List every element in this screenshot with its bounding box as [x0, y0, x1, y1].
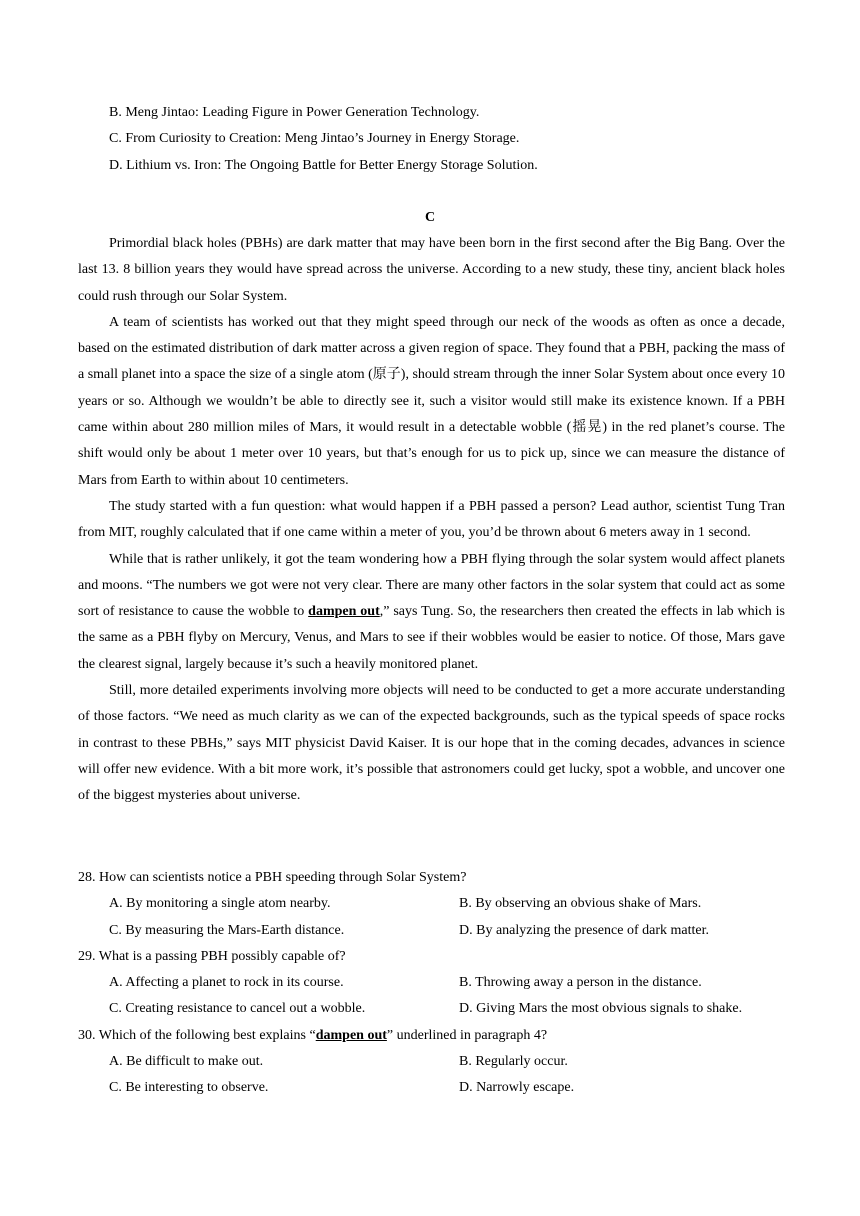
- option-a: A. Affecting a planet to rock in its course.: [109, 975, 344, 991]
- paragraph-3: The study started with a fun question: what would happen if a PBH passed a person? Lead author, scientist Tung Tran from MIT, roughly calculated that if one came within a meter of you, you’d be thrown about 6 meters away in 1 second.: [78, 498, 785, 541]
- option-row: [78, 918, 785, 944]
- question-28: [78, 865, 785, 944]
- paragraph-4-text-before: While that is rather unlikely, it got the team wondering how a PBH flying through the solar system would affect planets and moons. “The numbers we got were not very clear. There are many other factors in the solar system that could act as some sort of resistance to cause the wobble to: [78, 551, 785, 620]
- option-row: [78, 970, 785, 996]
- paragraph-5: Still, more detailed experiments involving more objects will need to be conducted to get a more accurate understanding of those factors. “We need as much clarity as we can of the expected backgrounds, such as the typical speeds of space rocks in contrast to these PBHs,” says MIT physicist David Kaiser. It is our hope that in the coming decades, advances in science will offer new evidence. With a bit more work, it’s possible that astronomers could get lucky, spot a wobble, and uncover one of the biggest mysteries about universe.: [78, 683, 785, 804]
- option-row: [78, 1075, 785, 1101]
- option-c: C. Be interesting to observe.: [109, 1080, 269, 1096]
- option-b: B. Throwing away a person in the distance.: [459, 975, 702, 991]
- option-row: [78, 891, 785, 917]
- option-c: C. From Curiosity to Creation: Meng Jintao’s Journey in Energy Storage.: [109, 131, 520, 147]
- reading-passage: [78, 231, 785, 810]
- underlined-phrase: dampen out: [315, 1027, 387, 1043]
- option-c: C. Creating resistance to cancel out a wobble.: [109, 1001, 366, 1017]
- paragraph-4: [78, 547, 785, 678]
- paragraph-2: A team of scientists has worked out that they might speed through our neck of the woods as often as once a decade, based on the estimated distribution of dark matter across a given region of space. They found that a PBH, packing the mass of a small planet into a space the size of a single atom (原子), should stream through the inner Solar System about once every 10 years or so. Although we wouldn’t be able to directly see it, such a visitor would still make its existence known. If a PBH came within about 280 million miles of Mars, it would result in a detectable wobble (摇晃) in the red planet’s course. The shift would only be about 1 meter over 10 years, but that’s enough for us to pick up, since we can measure the distance of Mars from Earth to within about 10 centimeters.: [78, 314, 785, 488]
- option-d: D. Lithium vs. Iron: The Ongoing Battle for Better Energy Storage Solution.: [109, 157, 538, 173]
- question-29: [78, 944, 785, 1023]
- option-a: A. Be difficult to make out.: [109, 1054, 264, 1070]
- paragraph-1: Primordial black holes (PBHs) are dark matter that may have been born in the first second after the Big Bang. Over the last 13. 8 billion years they would have spread across the universe. According to a new study, these tiny, ancient black holes could rush through our Solar System.: [78, 236, 785, 304]
- option-b: B. Meng Jintao: Leading Figure in Power Generation Technology.: [109, 105, 480, 120]
- question-stem-before: 30. Which of the following best explains “: [78, 1027, 316, 1043]
- underlined-phrase: dampen out: [308, 604, 380, 620]
- option-d: D. Giving Mars the most obvious signals to shake.: [459, 1001, 743, 1017]
- option-a: A. By monitoring a single atom nearby.: [109, 896, 331, 912]
- question-stem: [78, 1023, 785, 1049]
- question-stem: 29. What is a passing PBH possibly capable of?: [78, 948, 346, 964]
- option-row: [78, 996, 785, 1022]
- paragraph-4-text-after: ,” says Tung. So, the researchers then created the effects in lab which is the same as a PBH flyby on Mercury, Venus, and Mars to see if their wobbles would be easier to notice. Of those, Mars gave the clearest signal, largely because it’s such a heavily monitored planet.: [78, 604, 786, 672]
- option-b: B. By observing an obvious shake of Mars.: [459, 896, 702, 912]
- question-list: [78, 865, 785, 1102]
- question-stem: 28. How can scientists notice a PBH speeding through Solar System?: [78, 870, 467, 885]
- section-heading: C: [424, 210, 436, 225]
- previous-question-options: [109, 100, 538, 179]
- question-stem-after: ” underlined in paragraph 4?: [386, 1027, 548, 1043]
- option-b: B. Regularly occur.: [459, 1054, 568, 1070]
- question-30: [78, 1023, 785, 1102]
- option-c: C. By measuring the Mars-Earth distance.: [109, 922, 345, 938]
- option-row: [78, 1049, 785, 1075]
- option-d: D. By analyzing the presence of dark matter.: [459, 922, 709, 938]
- option-d: D. Narrowly escape.: [459, 1080, 575, 1096]
